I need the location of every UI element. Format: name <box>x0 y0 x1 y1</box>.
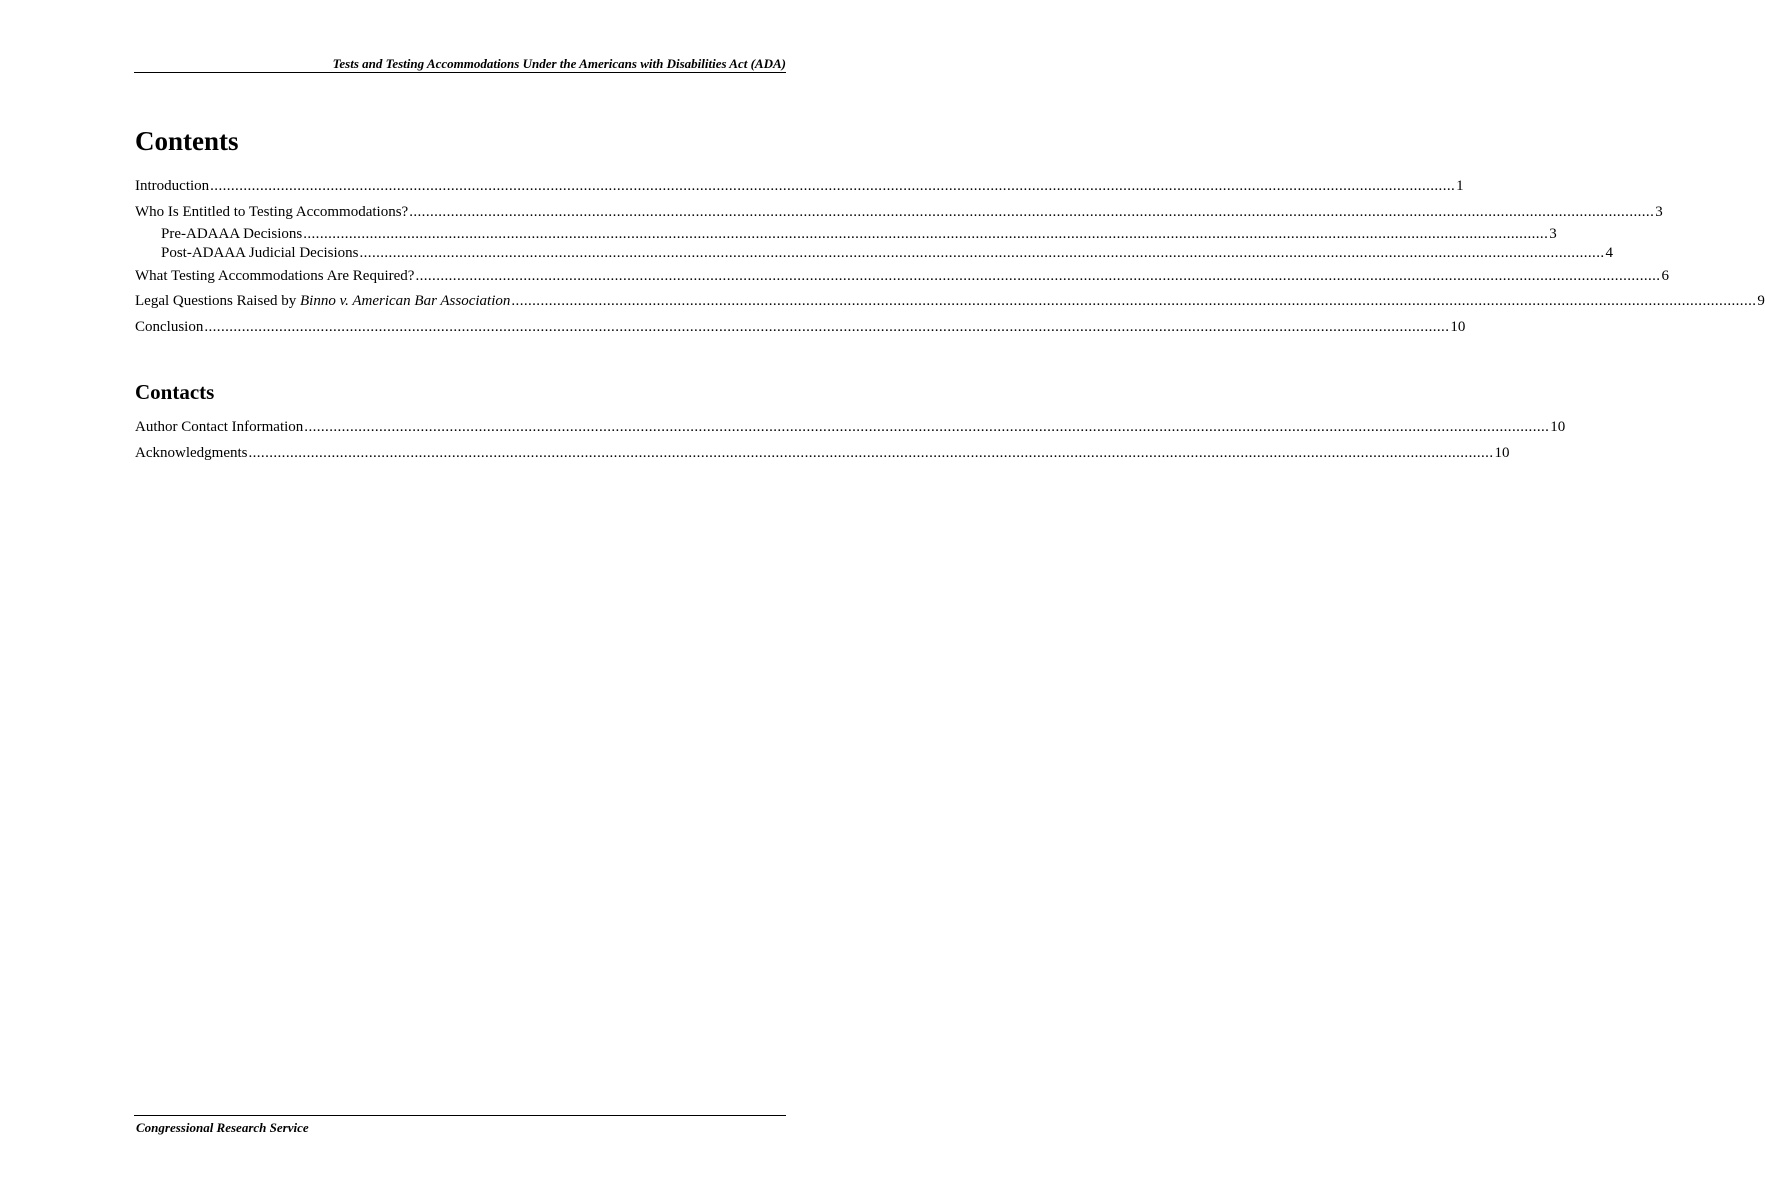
footer-rule <box>134 1115 786 1116</box>
toc-entry-author-contact[interactable] <box>135 417 1566 437</box>
toc-entry-title <box>135 291 510 311</box>
dot-leader: ............................................................................................................................................................................................................................................................................................................ <box>415 268 1661 284</box>
toc-entry-page: 1 <box>1456 178 1464 194</box>
header-rule <box>134 72 786 73</box>
toc-entry-page: 10 <box>1550 419 1566 435</box>
footer-publisher: Congressional Research Service <box>136 1120 309 1135</box>
dot-leader: ............................................................................................................................................................................................................................................................................................................ <box>210 178 1456 194</box>
toc-entry-page: 6 <box>1661 268 1669 284</box>
contacts-heading: Contacts <box>135 380 215 404</box>
toc-entry-page: 3 <box>1549 226 1557 242</box>
toc-entry-pre-adaaa[interactable] <box>161 224 1557 244</box>
toc-entry-page: 10 <box>1450 319 1466 335</box>
toc-entry-what-accommodations[interactable] <box>135 266 1669 286</box>
toc-entry-title: Who Is Entitled to Testing Accommodations? <box>135 204 409 220</box>
toc-entry-title: Introduction <box>135 178 210 194</box>
toc-entry-page: 9 <box>1757 293 1765 309</box>
toc-entry-title-prefix: Legal Questions Raised by <box>135 293 300 309</box>
toc-entry-page: 4 <box>1605 245 1613 261</box>
toc-entry-title: Conclusion <box>135 319 204 335</box>
toc-entry-page: 3 <box>1655 204 1663 220</box>
toc-entry-legal-questions[interactable] <box>135 291 1765 311</box>
dot-leader: ............................................................................................................................................................................................................................................................................................................ <box>409 204 1655 220</box>
toc-entry-title: Post-ADAAA Judicial Decisions <box>161 245 359 261</box>
toc-entry-title: Acknowledgments <box>135 445 248 461</box>
running-header: Tests and Testing Accommodations Under the Americans with Disabilities Act (ADA) <box>332 56 786 71</box>
toc-entry-introduction[interactable] <box>135 176 1464 196</box>
toc-entry-title: Pre-ADAAA Decisions <box>161 226 303 242</box>
dot-leader: ............................................................................................................................................................................................................................................................................................................ <box>204 319 1450 335</box>
contents-heading: Contents <box>135 126 239 156</box>
dot-leader: ............................................................................................................................................................................................................................................................................................................ <box>304 419 1550 435</box>
toc-entry-title: Author Contact Information <box>135 419 304 435</box>
dot-leader: ............................................................................................................................................................................................................................................................................................................ <box>303 226 1549 242</box>
dot-leader: ............................................................................................................................................................................................................................................................................................................ <box>248 445 1494 461</box>
toc-entry-page: 10 <box>1494 445 1510 461</box>
dot-leader: ............................................................................................................................................................................................................................................................................................................ <box>359 245 1605 261</box>
dot-leader: ............................................................................................................................................................................................................................................................................................................ <box>511 293 1757 309</box>
toc-entry-post-adaaa[interactable] <box>161 243 1613 263</box>
toc-entry-title: What Testing Accommodations Are Required? <box>135 268 415 284</box>
toc-entry-acknowledgments[interactable] <box>135 443 1510 463</box>
toc-entry-who-is-entitled[interactable] <box>135 202 1663 222</box>
toc-entry-conclusion[interactable] <box>135 317 1466 337</box>
toc-entry-title-case-name: Binno v. American Bar Association <box>299 293 511 309</box>
